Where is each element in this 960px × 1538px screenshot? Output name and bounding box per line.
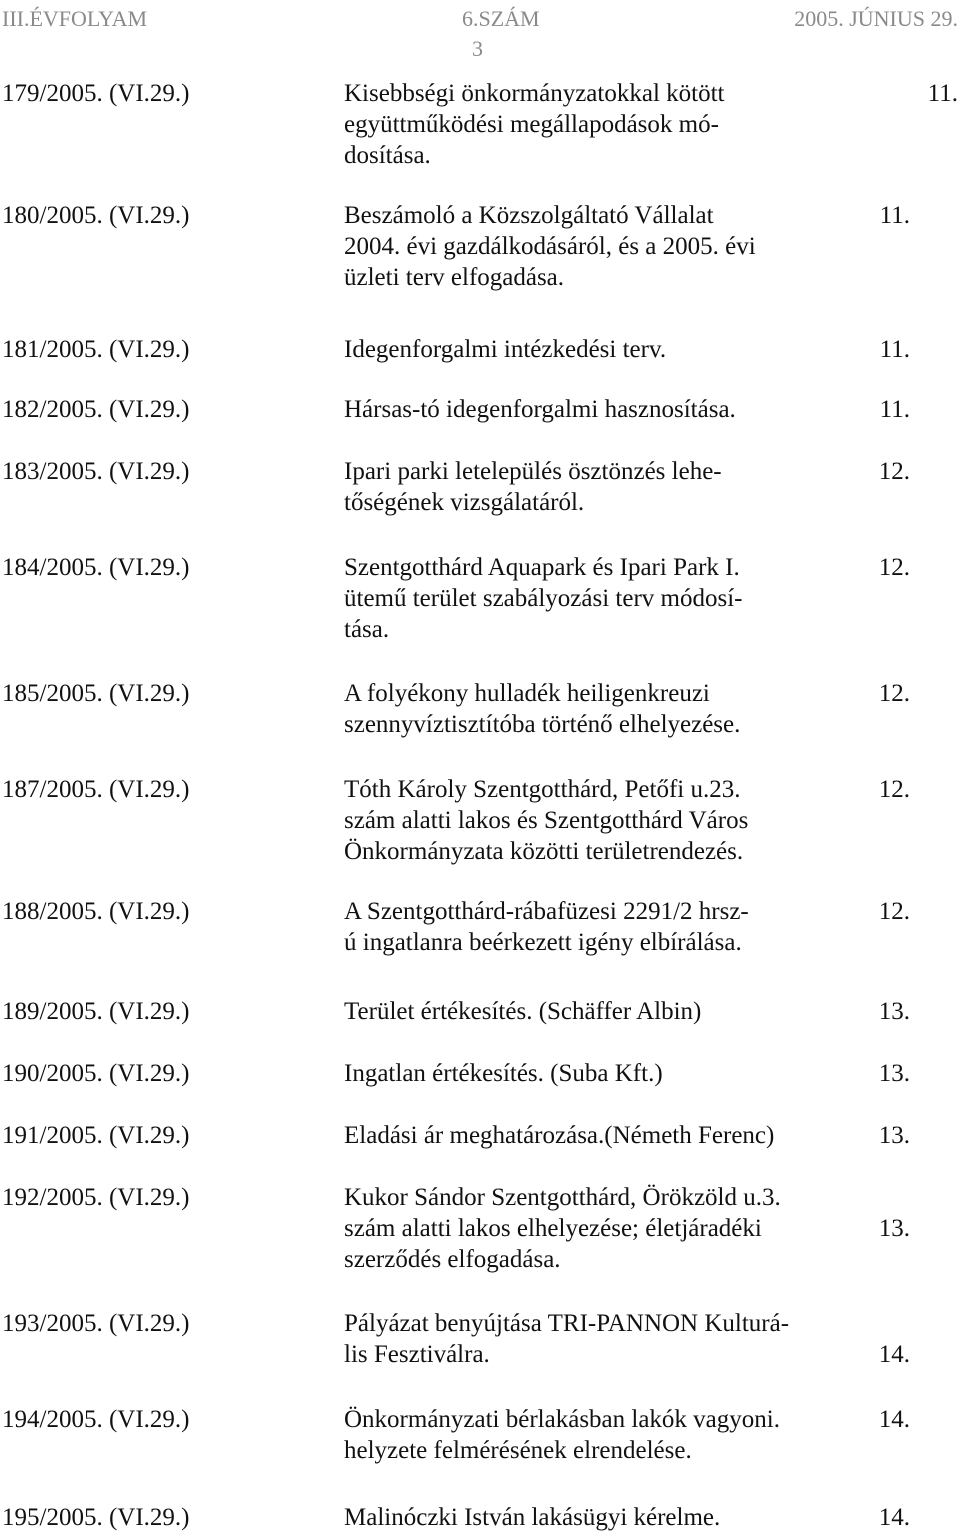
- resolution-title-line: Pályázat benyújtása TRI-PANNON Kulturá-: [344, 1310, 790, 1337]
- resolution-title-line: Ipari parki letelepülés ösztönzés lehe-: [344, 458, 722, 485]
- page-reference: 14.: [878, 1406, 910, 1433]
- resolution-title: [344, 394, 844, 425]
- resolution-title-line: Önkormányzati bérlakásban lakók vagyoni.: [344, 1406, 780, 1433]
- resolution-title-line: szerződés elfogadása.: [344, 1246, 561, 1273]
- resolution-title-line: Beszámoló a Közszolgáltató Vállalat: [344, 202, 714, 229]
- resolution-row: [0, 394, 960, 425]
- page-header: [0, 0, 960, 62]
- resolution-number: 190/2005. (VI.29.): [2, 1060, 190, 1087]
- resolution-title-line: A Szentgotthárd-rábafüzesi 2291/2 hrsz-: [344, 898, 749, 925]
- resolution-row: [0, 996, 960, 1027]
- resolution-number: 180/2005. (VI.29.): [2, 202, 190, 229]
- resolution-title-line: Önkormányzata közötti területrendezés.: [344, 838, 744, 865]
- resolution-title-line: szám alatti lakos és Szentgotthárd Város: [344, 807, 749, 834]
- page-reference: 11.: [879, 336, 910, 363]
- resolution-title: [344, 1308, 844, 1370]
- resolution-title-line: Kisebbségi önkormányzatokkal kötött: [344, 80, 725, 107]
- resolution-number: 193/2005. (VI.29.): [2, 1310, 190, 1337]
- resolution-title-line: A folyékony hulladék heiligenkreuzi: [344, 680, 710, 707]
- resolution-title-line: Tóth Károly Szentgotthárd, Petőfi u.23.: [344, 776, 741, 803]
- resolution-title: [344, 552, 844, 645]
- page-reference: 12.: [878, 680, 910, 707]
- page-reference: 12.: [878, 776, 910, 803]
- resolution-title: [344, 334, 844, 365]
- page-reference: 11.: [927, 80, 958, 107]
- date-label: 2005. JÚNIUS 29.: [794, 6, 958, 31]
- resolution-row: [0, 774, 960, 867]
- resolution-number: 188/2005. (VI.29.): [2, 898, 190, 925]
- resolution-title: [344, 678, 844, 740]
- resolution-number: 179/2005. (VI.29.): [2, 80, 190, 107]
- resolution-title: [344, 1502, 844, 1533]
- page-reference: 13.: [878, 998, 910, 1025]
- resolution-title-line: Kukor Sándor Szentgotthárd, Örökzöld u.3.: [344, 1184, 781, 1211]
- resolution-row: [0, 678, 960, 740]
- resolution-title-line: Ingatlan értékesítés. (Suba Kft.): [344, 1060, 663, 1087]
- resolution-row: [0, 896, 960, 958]
- page-reference: 13.: [878, 1060, 910, 1087]
- page-reference: 14.: [878, 1504, 910, 1531]
- page-reference: 12.: [878, 554, 910, 581]
- resolution-number: 191/2005. (VI.29.): [2, 1122, 190, 1149]
- resolution-row: [0, 552, 960, 645]
- volume-label: III.ÉVFOLYAM: [2, 6, 148, 31]
- resolution-title: [344, 1058, 844, 1089]
- resolution-title-line: tőségének vizsgálatáról.: [344, 489, 585, 516]
- resolution-title-line: helyzete felmérésének elrendelése.: [344, 1437, 692, 1464]
- resolution-title-line: tása.: [344, 616, 390, 643]
- resolution-title: [344, 78, 844, 171]
- page-reference: 13.: [878, 1215, 910, 1242]
- resolution-title-line: 2004. évi gazdálkodásáról, és a 2005. évi: [344, 233, 756, 260]
- page-reference: 13.: [878, 1122, 910, 1149]
- page-reference: 14.: [878, 1341, 910, 1368]
- resolution-number: 192/2005. (VI.29.): [2, 1184, 190, 1211]
- resolution-title-line: dosítása.: [344, 142, 431, 169]
- resolution-title-line: lis Fesztiválra.: [344, 1341, 490, 1368]
- resolution-number: 195/2005. (VI.29.): [2, 1504, 190, 1531]
- resolution-number: 181/2005. (VI.29.): [2, 336, 190, 363]
- issue-label: 6.SZÁM: [462, 6, 540, 31]
- resolution-row: [0, 1182, 960, 1275]
- resolution-number: 183/2005. (VI.29.): [2, 458, 190, 485]
- resolution-row: [0, 1502, 960, 1533]
- resolution-title-line: ütemű terület szabályozási terv módosí-: [344, 585, 743, 612]
- page-reference: 12.: [878, 898, 910, 925]
- resolution-title-line: üzleti terv elfogadása.: [344, 264, 565, 291]
- resolution-row: [0, 1120, 960, 1151]
- page-reference: 12.: [878, 458, 910, 485]
- resolution-title-line: Eladási ár meghatározása.(Németh Ferenc): [344, 1122, 775, 1149]
- resolution-row: [0, 456, 960, 518]
- page-reference: 11.: [879, 202, 910, 229]
- resolution-number: 189/2005. (VI.29.): [2, 998, 190, 1025]
- resolution-title-line: Idegenforgalmi intézkedési terv.: [344, 336, 667, 363]
- resolution-row: [0, 200, 960, 293]
- resolution-title: [344, 896, 844, 958]
- resolution-row: [0, 1058, 960, 1089]
- resolution-row: [0, 1404, 960, 1466]
- resolution-title: [344, 774, 844, 867]
- resolution-title: [344, 1404, 844, 1466]
- resolution-title-line: Hársas-tó idegenforgalmi hasznosítása.: [344, 396, 736, 423]
- page-number: 3: [472, 36, 483, 61]
- resolution-title-line: ú ingatlanra beérkezett igény elbírálása.: [344, 929, 742, 956]
- resolution-title-line: Terület értékesítés. (Schäffer Albin): [344, 998, 702, 1025]
- resolution-row: [0, 1308, 960, 1370]
- resolution-number: 184/2005. (VI.29.): [2, 554, 190, 581]
- resolution-title: [344, 456, 844, 518]
- resolution-title: [344, 200, 844, 293]
- page-reference: 11.: [879, 396, 910, 423]
- resolution-title: [344, 996, 844, 1027]
- resolution-title-line: szennyvíztisztítóba történő elhelyezése.: [344, 711, 741, 738]
- resolution-title-line: Szentgotthárd Aquapark és Ipari Park I.: [344, 554, 740, 581]
- resolution-number: 187/2005. (VI.29.): [2, 776, 190, 803]
- resolution-row: [0, 334, 960, 365]
- resolution-row: [0, 78, 960, 171]
- resolution-title-line: együttműködési megállapodások mó-: [344, 111, 719, 138]
- resolution-title-line: szám alatti lakos elhelyezése; életjáradéki: [344, 1215, 762, 1242]
- resolution-title: [344, 1182, 844, 1275]
- resolution-title-line: Malinóczki István lakásügyi kérelme.: [344, 1504, 721, 1531]
- resolution-number: 185/2005. (VI.29.): [2, 680, 190, 707]
- resolution-number: 194/2005. (VI.29.): [2, 1406, 190, 1433]
- resolution-title: [344, 1120, 844, 1151]
- resolution-number: 182/2005. (VI.29.): [2, 396, 190, 423]
